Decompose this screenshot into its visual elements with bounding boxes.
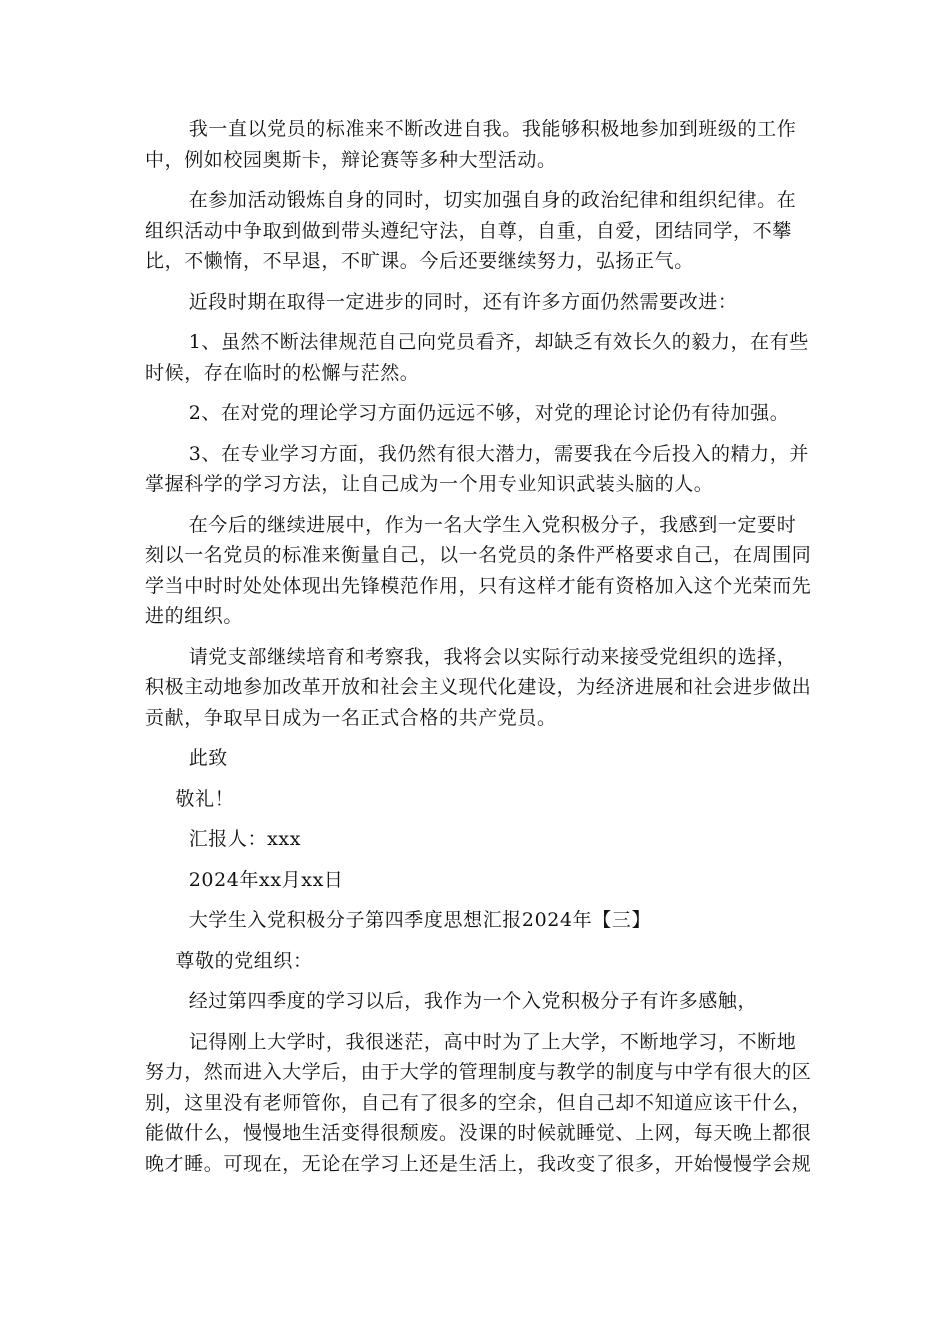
paragraph: 在参加活动锻炼自身的同时，切实加强自身的政治纪律和组织纪律。在组织活动中争取到做到带头遵纪守法，自尊，自重，自爱，团结同学，不攀比，不懒惰，不早退，不旷课。今后还要继续努力，弘扬正气。 <box>145 189 797 272</box>
paragraph: 在今后的继续进展中，作为一名大学生入党积极分子，我感到一定要时刻以一名党员的标准来衡量自己，以一名党员的条件严格要求自己，在周围同学当中时时处处体现出先锋模范作用，只有这样才能有资格加入这个光荣而先进的组织。 <box>145 513 812 627</box>
salutation-line: 尊敬的党组织： <box>175 949 313 972</box>
reporter-line: 汇报人：xxx <box>188 828 302 850</box>
document-body <box>145 114 813 1189</box>
section-title: 大学生入党积极分子第四季度思想汇报2024年【三】 <box>188 909 652 931</box>
paragraph: 3、在专业学习方面，我仍然有很大潜力，需要我在今后投入的精力，并掌握科学的学习方法，让自己成为一个用专业知识武装头脑的人。 <box>145 442 809 495</box>
paragraph: 近段时期在取得一定进步的同时，还有许多方面仍然需要改进： <box>188 290 738 313</box>
paragraph: 请党支部继续培育和考察我，我将会以实际行动来接受党组织的选择，积极主动地参加改革开放和社会主义现代化建设，为经济进展和社会进步做出贡献，争取早日成为一名正式合格的共产党员。 <box>145 645 812 729</box>
regards-line: 敬礼！ <box>175 787 235 810</box>
paragraph: 2、在对党的理论学习方面仍远远不够，对党的理论讨论仍有待加强。 <box>188 402 790 424</box>
paragraph: 1、虽然不断法律规范自己向党员看齐，却缺乏有效长久的毅力，在有些时候，存在临时的松懈与茫然。 <box>145 331 809 384</box>
date-line: 2024年xx月xx日 <box>188 868 344 891</box>
paragraph: 记得刚上大学时，我很迷茫，高中时为了上大学，不断地学习，不断地努力，然而进入大学后，由于大学的管理制度与教学的制度与中学有很大的区别，这里没有老师管你，自己有了很多的空余，但自己却不知道应该干什么，能做什么，慢慢地生活变得很颓废。没课的时候就睡觉、上网，每天晚上都很晚才睡。可现在，无论在学习上还是生活上，我改变了很多，开始慢慢学会规 <box>145 1030 812 1175</box>
closing-line: 此致 <box>188 747 228 769</box>
paragraph: 经过第四季度的学习以后，我作为一个入党积极分子有许多感触， <box>188 990 758 1012</box>
paragraph: 我一直以党员的标准来不断改进自我。我能够积极地参加到班级的工作中，例如校园奥斯卡，辩论赛等多种大型活动。 <box>145 118 797 171</box>
